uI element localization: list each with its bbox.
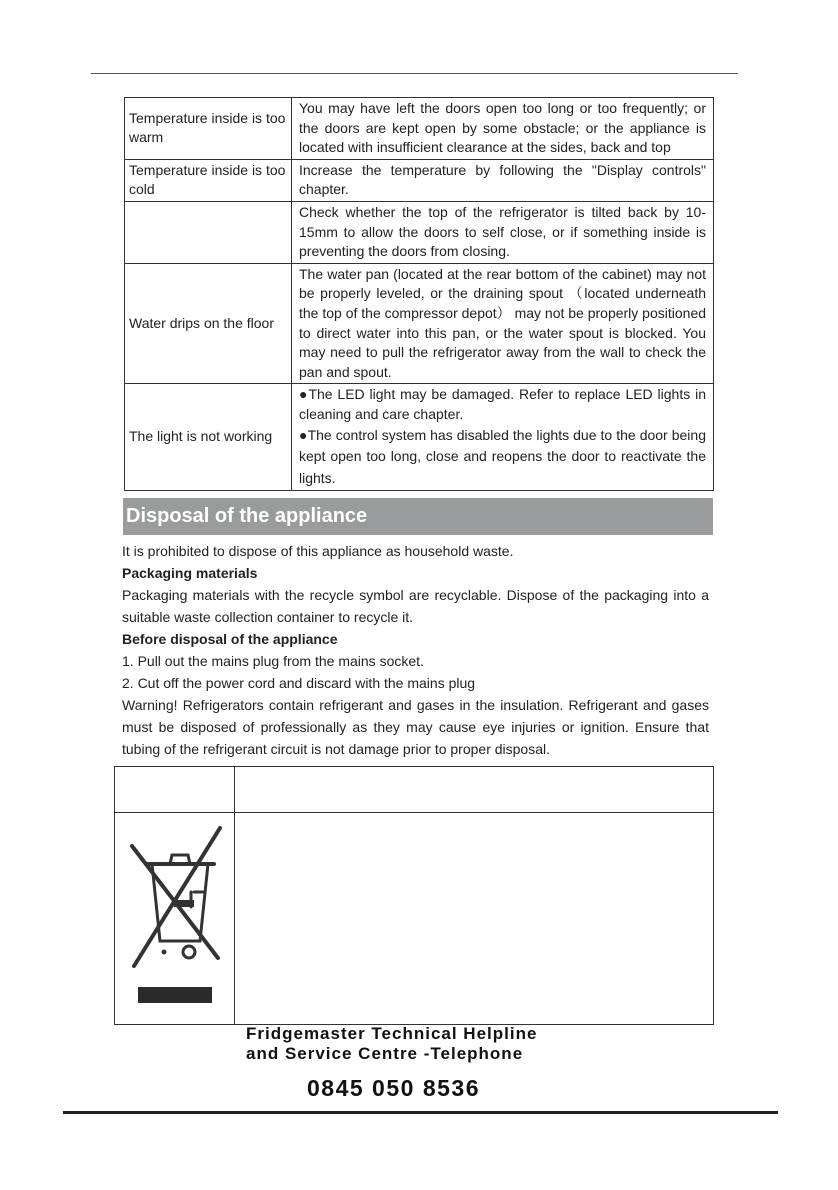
table-row [125, 201, 714, 263]
problem-cell [125, 201, 292, 263]
empty-cell [115, 767, 235, 813]
helpline-line: and Service Centre -Telephone [246, 1044, 524, 1063]
troubleshooting-table [124, 97, 714, 491]
weee-symbol-cell [115, 813, 235, 1025]
empty-cell [235, 767, 714, 813]
solution-cell: Check whether the top of the refrigerator is tilted back by 10-15mm to allow the doors to self close, or if something inside is preventing the doors from closing. [292, 201, 714, 263]
problem-cell: Water drips on the floor [125, 263, 292, 384]
problem-cell: Temperature inside is too cold [125, 159, 292, 201]
table-row [125, 263, 714, 384]
weee-table [114, 766, 714, 1025]
phone-number: 0845 050 8536 [307, 1075, 480, 1101]
step-item: 1. Pull out the mains plug from the mains socket. [122, 653, 424, 669]
packaging-title: Packaging materials [122, 565, 258, 581]
solution-cell: You may have left the doors open too long or too frequently; or the doors are kept open by some obstacle; or the appliance is located with insufficient clearance at the sides, back and top [292, 98, 714, 160]
weee-bar-icon [138, 987, 212, 1003]
table-row [115, 813, 714, 1025]
step-item: 2. Cut off the power cord and discard with the mains plug [122, 675, 476, 691]
table-row [125, 98, 714, 160]
table-row [125, 384, 714, 491]
problem-cell: The light is not working [125, 384, 292, 491]
bullet-item: ●The LED light may be damaged. Refer to replace LED lights in cleaning and care chapter. [299, 386, 706, 422]
disposal-text [122, 540, 709, 760]
header-rule [91, 73, 738, 74]
crossed-bin-icon [116, 814, 233, 1018]
solution-cell: Increase the temperature by following the "Display controls" chapter. [292, 159, 714, 201]
helpline-block [246, 1024, 537, 1064]
bullet-item: ●The control system has disabled the lights due to the door being kept open too long, close and reopens the door to reactivate the lights. [299, 426, 706, 486]
solution-cell [292, 384, 714, 491]
footer-rule [63, 1111, 778, 1114]
section-heading: Disposal of the appliance [123, 498, 713, 535]
table-row [115, 767, 714, 813]
problem-cell: Temperature inside is too warm [125, 98, 292, 160]
intro-paragraph: It is prohibited to dispose of this appliance as household waste. [122, 543, 514, 559]
warning-paragraph: Warning! Refrigerators contain refrigerant and gases in the insulation. Refrigerant and gases must be disposed of professionally as they may cause eye injuries or ignition. Ensure that tubing of the refrigerant circuit is not damage prior to proper disposal. [122, 697, 709, 757]
empty-cell [235, 813, 714, 1025]
table-row [125, 159, 714, 201]
solution-cell: The water pan (located at the rear bottom of the cabinet) may not be properly leveled, or the draining spout （located underneath the top of the compressor depot） may not be properly positioned to direct water into this pan, or the water spout is blocked. You may need to pull the refrigerator away from the wall to check the pan and spout. [292, 263, 714, 384]
packaging-paragraph: Packaging materials with the recycle symbol are recyclable. Dispose of the packaging into a suitable waste collection container to recycle it. [122, 587, 709, 625]
before-disposal-title: Before disposal of the appliance [122, 631, 338, 647]
helpline-line: Fridgemaster Technical Helpline [246, 1024, 538, 1043]
